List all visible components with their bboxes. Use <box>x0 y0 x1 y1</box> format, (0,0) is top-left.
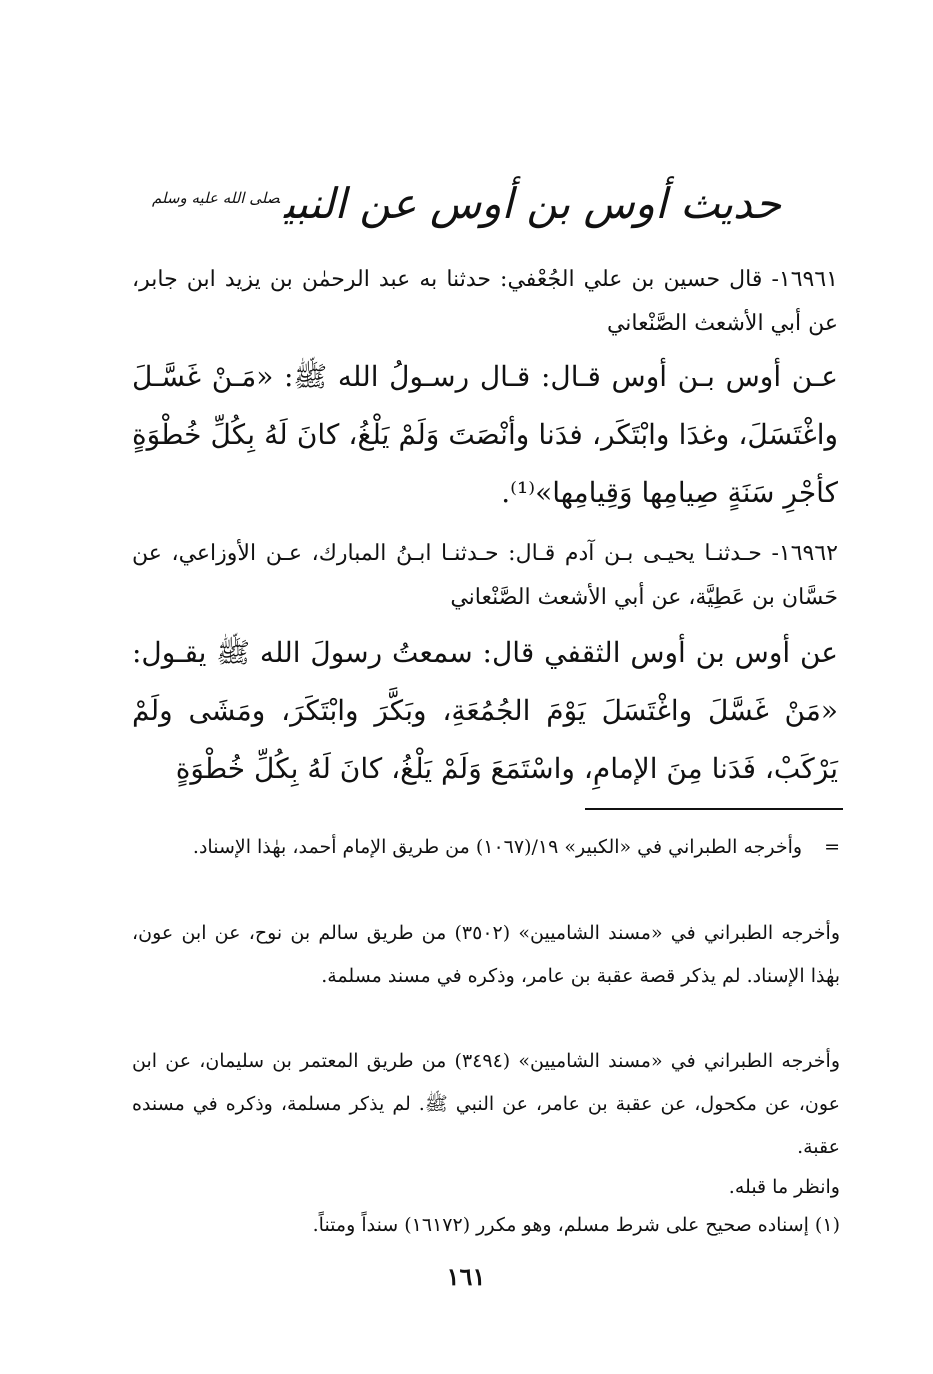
footnote-divider <box>585 808 843 810</box>
footnote-paragraph: وأخرجه الطبراني في «مسند الشاميين» (٣٥٠٢) من طريق سالم بن نوح، عن ابن عون، بهٰذا الإسناد. لم يذكر قصة عقبة بن عامر، وذكره في مسند مسلمة. <box>132 922 840 987</box>
page-number: ١٦١ <box>446 1262 486 1291</box>
footnote-paragraph: وانظر ما قبله. <box>728 1176 840 1198</box>
footnote-paragraph: وأخرجه الطبراني في «مسند الشاميين» (٣٤٩٤) من طريق المعتمر بن سليمان، عن ابن عون، عن مكحول، عن عقبة بن عامر، عن النبي ﷺ. لم يذكر مسلمة، وذكره في مسنده عقبة. <box>132 1050 840 1158</box>
hadith-16961-matn: عـن أوس بـن أوس قـال: قـال رسـولُ الله ﷺ: «مَـنْ غَسَّـلَ واغْتَسَلَ، وغدَا وابْتَكَر، فدَنا وأنْصَتَ وَلَمْ يَلْغُ، كانَ لَهُ بِكُلِّ خُطْوَةٍ كأجْرِ سَنَةٍ صِيامِها وَقِيامِها»⁽¹⁾. <box>132 360 838 509</box>
hadith-16962-isnad: ١٦٩٦٢- حـدثنـا يحيـى بـن آدم قـال: حـدثنـا ابـنُ المبارك، عـن الأوزاعي، عن حَسَّان بن عَطِيَّة، عن أبي الأشعث الصَّنْعاني <box>132 541 838 610</box>
footnote-text: وأخرجه الطبراني في «الكبير» ١٩/(١٠٦٧) من طريق الإمام أحمد، بهٰذا الإسناد. <box>192 836 803 858</box>
footnote-paragraph <box>132 826 840 869</box>
honorific-text: صلى الله عليه وسلم <box>151 189 280 207</box>
footnote-note-1: (١) إسناده صحيح على شرط مسلم، وهو مكرر (١٦١٧٢) سنداً ومتناً. <box>312 1214 840 1236</box>
hadith-16962-matn: عن أوس بن أوس الثقفي قال: سمعتُ رسولَ الله ﷺ يقـول: «مَنْ غَسَّلَ واغْتَسَلَ يَوْمَ الجُمُعَةِ، وبَكَّرَ وابْتَكَرَ، ومَشَى ولَمْ يَرْكَبْ، فَدَنا مِنَ الإمامِ، واسْتَمَعَ وَلَمْ يَلْغُ، كانَ لَهُ بِكُلِّ خُطْوَةٍ <box>132 636 838 785</box>
chapter-title-text: حديث أوس بن أوس عن النبي <box>283 179 782 228</box>
chapter-title <box>150 158 783 244</box>
continuation-marker: = <box>824 836 840 858</box>
hadith-16961-isnad: ١٦٩٦١- قال حسين بن علي الجُعْفي: حدثنا به عبد الرحمٰن بن يزيد ابن جابر، عن أبي الأشعث الصَّنْعاني <box>132 267 838 336</box>
